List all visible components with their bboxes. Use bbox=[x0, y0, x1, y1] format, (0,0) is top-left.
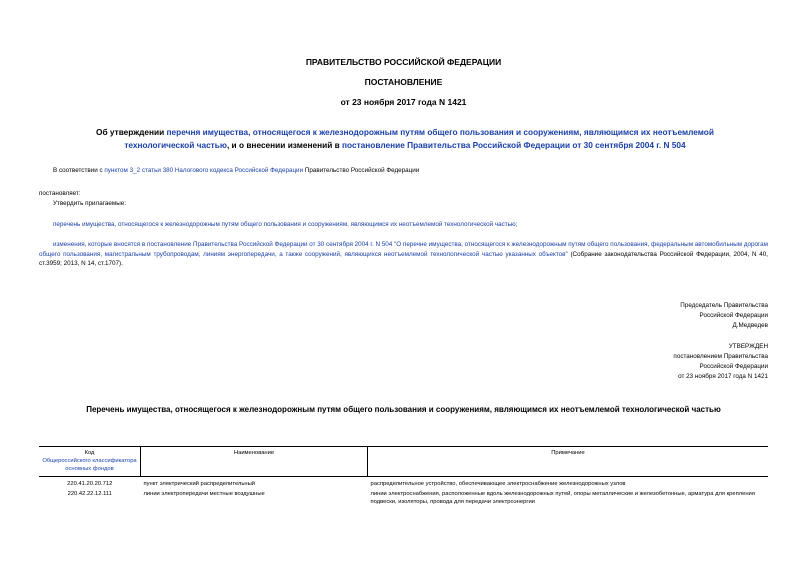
column-name: Наименование bbox=[141, 447, 368, 477]
title-text-1: Об утверждении bbox=[96, 127, 167, 137]
row-name: пункт электрический распределительный bbox=[143, 481, 255, 488]
table-header-row bbox=[39, 447, 768, 477]
row-code: 220.42.22.12.111 bbox=[67, 491, 112, 498]
column-code-label: Код bbox=[84, 450, 95, 456]
preamble-text-2: Правительство Российской Федерации bbox=[303, 167, 420, 174]
row-note: линии электроснабжения, расположенные вдоль железнодорожных путей, опоры металлические и железобетонные, арматура для крепления подвески, изоляторы, провода для передачи электроэнергии bbox=[370, 491, 755, 506]
approved-country: Российской Федерации bbox=[699, 363, 768, 370]
date-number-heading: от 23 ноября 2017 года N 1421 bbox=[340, 97, 467, 107]
approved-by: постановлением Правительства bbox=[673, 353, 768, 360]
table-title: Перечень имущества, относящегося к железнодорожным путям общего пользования и сооружениям, являющимся их неотъемлемой технологической частью bbox=[86, 405, 721, 414]
table-row bbox=[39, 489, 768, 507]
title-link-decree-504[interactable]: постановление Правительства Российской Федерации от 30 сентября 2004 г. N 504 bbox=[342, 139, 686, 150]
decrees-text: постановляет: bbox=[39, 190, 81, 197]
signature-block bbox=[680, 301, 768, 331]
signature-position: Председатель Правительства bbox=[680, 302, 768, 309]
approved-stamp-block bbox=[673, 342, 768, 382]
row-note: распределительное устройство, обеспечивающее электроснабжение железнодорожных узлов bbox=[370, 481, 626, 488]
row-code: 220.41.20.20.712 bbox=[67, 481, 113, 488]
preamble-link-tax-code[interactable]: пунктом 3_2 статьи 380 Налогового кодекса Российской Федерации bbox=[104, 167, 304, 174]
preamble-text-1: В соответствии с bbox=[53, 167, 105, 174]
document-title bbox=[60, 126, 750, 151]
column-note: Примечание bbox=[368, 447, 769, 477]
approved-item-list-link[interactable]: перечень имущества, относящегося к железнодорожным путям общего пользования и сооружениям, являющимся их неотъемлемой технологической частью; bbox=[53, 221, 518, 228]
okof-link[interactable]: Общероссийского классификатора основных фондов bbox=[42, 457, 137, 472]
property-table bbox=[39, 446, 768, 507]
changes-source-text: (Собрание законодательства Российской Федерации, 2004, N 40, ст.3959; 2013, N 14, ст.1707). bbox=[39, 250, 768, 268]
title-text-2: , и о внесении изменений в bbox=[226, 139, 343, 150]
approved-item-changes bbox=[39, 240, 768, 269]
signature-name: Д.Медведев bbox=[732, 322, 768, 329]
changes-link[interactable]: изменения, которые вносятся в постановление Правительства Российской Федерации от 30 сентября 2004 г. N 504 "О перечне имущества, относящегося к железнодорожным путям общего пользования, федеральным автомобильным дорогам общего пользования, магистральным трубопроводам, линиям энергопередачи, а также сооружений, являющихся неотъемлемой технологической частью указанных объектов" bbox=[39, 241, 768, 258]
column-code bbox=[39, 447, 141, 477]
approved-label: УТВЕРЖДЕН bbox=[728, 343, 768, 350]
table-row bbox=[39, 477, 768, 490]
doc-type-heading: ПОСТАНОВЛЕНИЕ bbox=[364, 77, 443, 87]
government-heading: ПРАВИТЕЛЬСТВО РОССИЙСКОЙ ФЕДЕРАЦИИ bbox=[305, 57, 502, 67]
approved-date: от 23 ноября 2017 года N 1421 bbox=[678, 373, 768, 380]
approve-text: Утвердить прилагаемые: bbox=[53, 200, 126, 207]
preamble bbox=[53, 166, 773, 176]
signature-country: Российской Федерации bbox=[699, 312, 768, 319]
row-name: линии электропередачи местные воздушные bbox=[143, 491, 265, 498]
title-link-list[interactable]: перечня имущества, относящегося к железнодорожным путям общего пользования и сооружениям, являющимся их неотъемлемой технологической частью bbox=[124, 127, 714, 150]
